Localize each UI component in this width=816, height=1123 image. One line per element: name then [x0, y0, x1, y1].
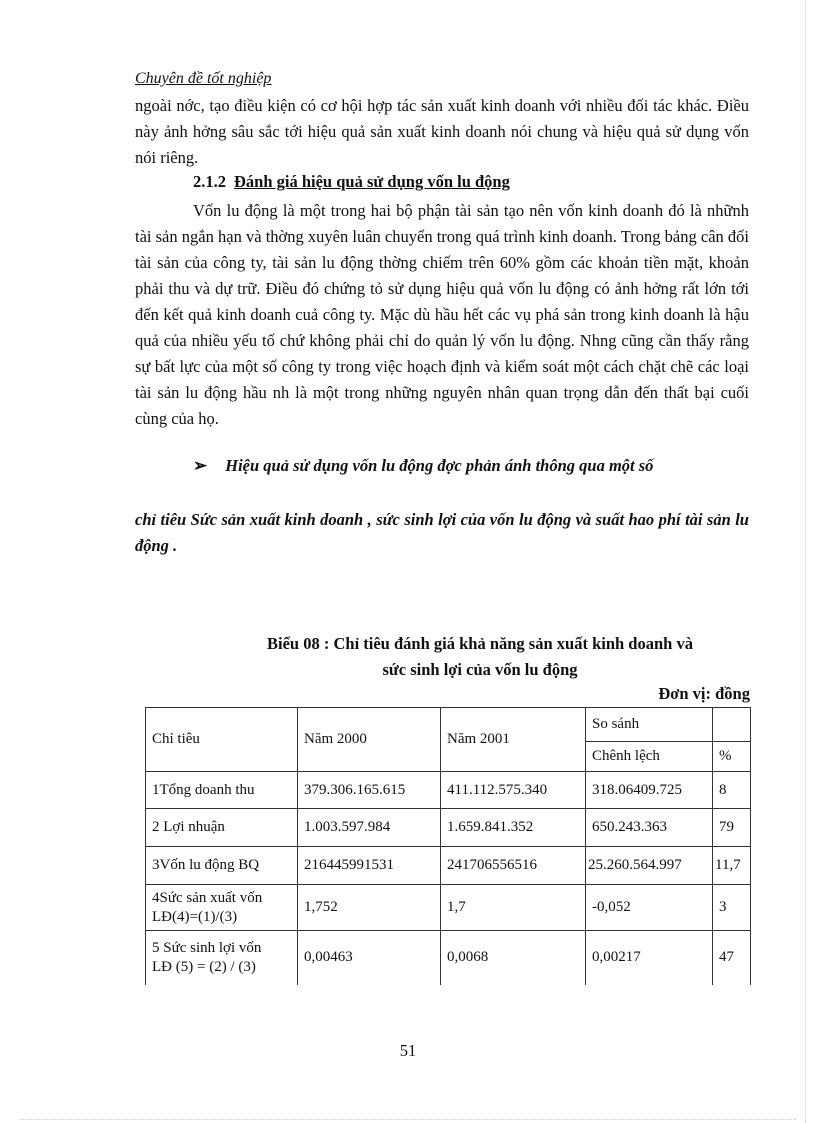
- cell-diff: -0,052: [586, 885, 713, 931]
- cell-2000: 1.003.597.984: [298, 809, 441, 847]
- cell-2000: 0,00463: [298, 931, 441, 985]
- row-label: [146, 885, 298, 931]
- header-year-2000: Năm 2000: [298, 708, 441, 772]
- cell-pct: 47: [713, 931, 751, 985]
- table-header-row: [146, 708, 751, 742]
- header-year-2001: Năm 2001: [441, 708, 586, 772]
- document-header: Chuyên đề tốt nghiệp: [135, 70, 272, 87]
- section-heading: [193, 172, 510, 192]
- table-caption-line1: Biểu 08 : Chỉ tiêu đánh giá khả năng sản xuất kinh doanh và: [267, 634, 693, 653]
- page-number: 51: [399, 1041, 417, 1060]
- table-row: [146, 772, 751, 809]
- table-row: [146, 931, 751, 985]
- header-difference: Chênh lệch: [586, 742, 713, 772]
- page-border-right: [805, 0, 806, 1123]
- table-row: [146, 885, 751, 931]
- table-row: [146, 809, 751, 847]
- arrow-bullet-icon: ➢: [193, 456, 208, 475]
- unit-label: Đơn vị: đồng: [658, 684, 750, 703]
- row-label-line1: 4Sức sản xuất vốn: [152, 889, 263, 906]
- row-label: 2 Lợi nhuận: [146, 809, 298, 847]
- row-label: 1Tổng doanh thu: [146, 772, 298, 809]
- section-title: Đánh giá hiệu quả sử dụng vốn lu động: [234, 172, 510, 191]
- cell-2001: 1.659.841.352: [441, 809, 586, 847]
- cell-2001: 0,0068: [441, 931, 586, 985]
- cell-pct: 3: [713, 885, 751, 931]
- header-empty: [713, 708, 751, 742]
- cell-diff: 650.243.363: [586, 809, 713, 847]
- indicator-table: [145, 707, 751, 985]
- header-compare: So sánh: [586, 708, 713, 742]
- cell-pct: 79: [713, 809, 751, 847]
- row-label-line1: 5 Sức sinh lợi vốn: [152, 939, 262, 956]
- cell-2001: 241706556516: [441, 847, 586, 885]
- cell-pct: 11,7: [713, 847, 751, 885]
- cell-2000: 379.306.165.615: [298, 772, 441, 809]
- page-border-bottom: [20, 1119, 796, 1120]
- header-percent: %: [713, 742, 751, 772]
- paragraph-main: Vốn lu động là một trong hai bộ phận tài sản tạo nên vốn kinh doanh đó là nhữnh tài sản ngắn hạn và thờng xuyên luân chuyển trong quá trình kinh doanh. Trong bảng cân đối tài sản của công ty, tài sản lu động thờng chiếm trên 60% gồm các khoản tiền mặt, khoản phải thu và dự trữ. Điều đó chứng tỏ sử dụng hiệu quả vốn lu động có ảnh hởng rất lớn tới đến kết quả kinh doanh cuả công ty. Mặc dù hầu hết các vụ phá sản trong kinh doanh là hậu quả của nhiều yếu tố chứ không phải chỉ do quản lý vốn lu động. Nhng cũng cần thấy rằng sự bất lực của một số công ty trong việc hoạch định và kiểm soát một cách chặt chẽ các loại tài sản lu động hầu nh là một trong những nguyên nhân quan trọng dẫn đến thất bại cuối cùng của họ.: [135, 201, 749, 428]
- cell-diff: 0,00217: [586, 931, 713, 985]
- table-row: [146, 847, 751, 885]
- cell-pct: 8: [713, 772, 751, 809]
- cell-2000: 216445991531: [298, 847, 441, 885]
- table-caption-line2: sức sinh lợi của vốn lu động: [382, 660, 578, 679]
- cell-diff: 318.06409.725: [586, 772, 713, 809]
- header-indicator: Chỉ tiêu: [146, 708, 298, 772]
- cell-2000: 1,752: [298, 885, 441, 931]
- cell-diff: 25.260.564.997: [586, 847, 713, 885]
- row-label: [146, 931, 298, 985]
- bullet-text: Hiệu quả sử dụng vốn lu động đợc phản ánh thông qua một số: [225, 456, 654, 475]
- row-label-line2: LĐ (5) = (2) / (3): [152, 958, 256, 975]
- row-label: 3Vốn lu động BQ: [146, 847, 298, 885]
- section-number: 2.1.2: [193, 172, 226, 191]
- cell-2001: 411.112.575.340: [441, 772, 586, 809]
- bullet-item: [193, 453, 749, 479]
- cell-2001: 1,7: [441, 885, 586, 931]
- bullet-continuation: chỉ tiêu Sức sản xuất kinh doanh , sức sinh lợi của vốn lu động và suất hao phí tài sản lu động .: [135, 510, 749, 555]
- paragraph-intro: ngoài nớc, tạo điều kiện có cơ hội hợp tác sản xuất kinh doanh với nhiều đối tác khác. Điều này ảnh hởng sâu sắc tới hiệu quả sản xuất kinh doanh nói chung và hiệu quả sử dụng vốn nói riêng.: [135, 96, 749, 167]
- row-label-line2: LĐ(4)=(1)/(3): [152, 908, 238, 925]
